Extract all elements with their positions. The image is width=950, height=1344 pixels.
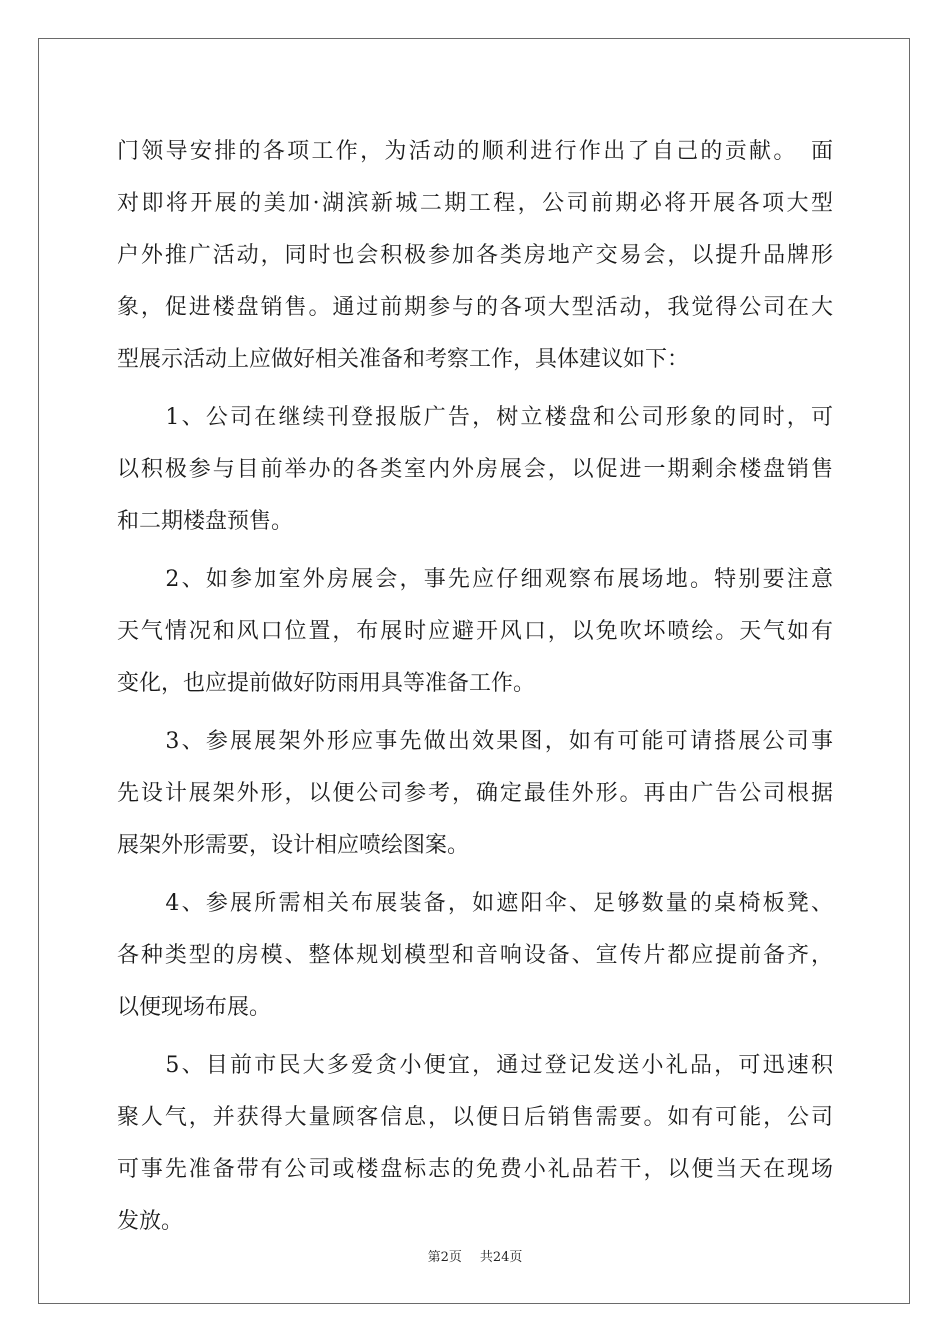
paragraph xyxy=(117,392,833,548)
text-line: 以积极参与目前举办的各类室内外房展会，以促进一期剩余楼盘销售 xyxy=(117,457,833,482)
paragraph xyxy=(117,126,833,386)
text-line: 2、如参加室外房展会，事先应仔细观察布展场地。特别要注意 xyxy=(117,567,833,592)
text-line: 5、目前市民大多爱贪小便宜，通过登记发送小礼品，可迅速积 xyxy=(117,1053,833,1078)
paragraph xyxy=(117,1040,833,1248)
text-line: 门领导安排的各项工作，为活动的顺利进行作出了自己的贡献。 面 xyxy=(117,139,833,164)
text-line: 聚人气，并获得大量顾客信息，以便日后销售需要。如有可能，公司 xyxy=(117,1105,833,1130)
page-footer xyxy=(0,1246,950,1265)
text-line: 户外推广活动，同时也会积极参加各类房地产交易会，以提升品牌形 xyxy=(117,243,833,268)
text-line: 4、参展所需相关布展装备，如遮阳伞、足够数量的桌椅板凳、 xyxy=(117,891,833,916)
text-line: 对即将开展的美加·湖滨新城二期工程，公司前期必将开展各项大型 xyxy=(117,191,833,216)
total-pages-label: 共24页 xyxy=(479,1250,523,1265)
current-page-label: 第2页 xyxy=(427,1250,462,1265)
document-body xyxy=(117,126,833,1248)
paragraph xyxy=(117,716,833,872)
paragraph xyxy=(117,554,833,710)
text-line: 1、公司在继续刊登报版广告，树立楼盘和公司形象的同时，可 xyxy=(117,405,833,430)
text-line: 各种类型的房模、整体规划模型和音响设备、宣传片都应提前备齐， xyxy=(117,943,833,968)
text-line: 变化，也应提前做好防雨用具等准备工作。 xyxy=(117,671,536,696)
text-line: 展架外形需要，设计相应喷绘图案。 xyxy=(117,833,470,858)
text-line: 发放。 xyxy=(117,1209,184,1234)
text-line: 可事先准备带有公司或楼盘标志的免费小礼品若干，以便当天在现场 xyxy=(117,1157,833,1182)
paragraph xyxy=(117,878,833,1034)
text-line: 3、参展展架外形应事先做出效果图，如有可能可请搭展公司事 xyxy=(117,729,833,754)
text-line: 和二期楼盘预售。 xyxy=(117,509,294,534)
text-line: 先设计展架外形，以便公司参考，确定最佳外形。再由广告公司根据 xyxy=(117,781,833,806)
text-line: 以便现场布展。 xyxy=(117,995,272,1020)
text-line: 象，促进楼盘销售。通过前期参与的各项大型活动，我觉得公司在大 xyxy=(117,295,833,320)
text-line: 天气情况和风口位置，布展时应避开风口，以免吹坏喷绘。天气如有 xyxy=(117,619,833,644)
text-line: 型展示活动上应做好相关准备和考察工作，具体建议如下： xyxy=(117,347,690,372)
